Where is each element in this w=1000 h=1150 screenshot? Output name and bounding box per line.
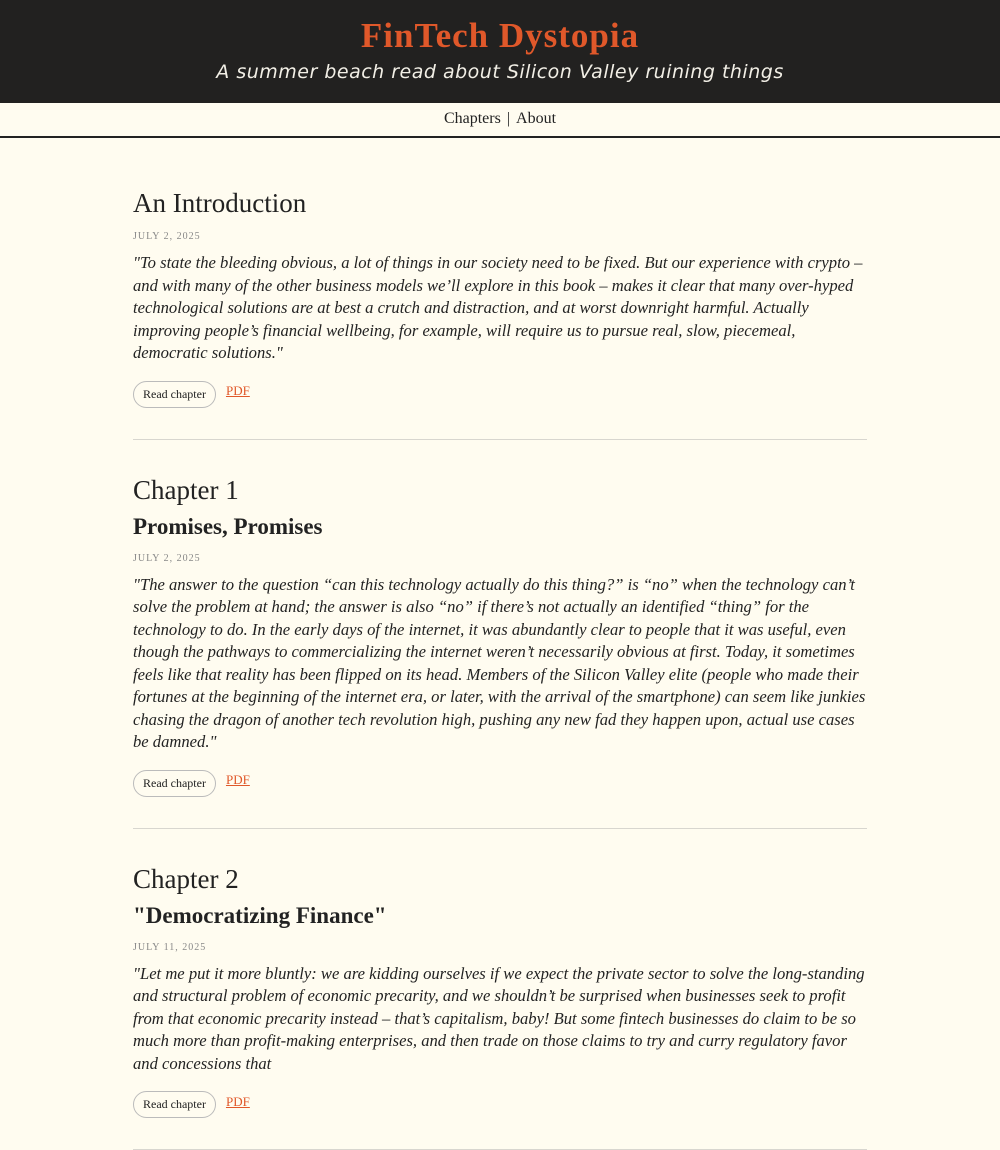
site-title[interactable]: FinTech Dystopia <box>0 16 1000 56</box>
site-subtitle: A summer beach read about Silicon Valley ruining things <box>0 59 1000 85</box>
chapter-list <box>133 138 867 1150</box>
entry-subtitle[interactable]: "Democratizing Finance" <box>133 900 867 932</box>
entry-quote: "Let me put it more bluntly: we are kidding ourselves if we expect the private sector to solve the long-standing and structural problem of economic precarity, and we shouldn’t be surprised when businesses seek to profit from that economic precarity instead – that’s capitalism, baby! But some fintech businesses do claim to be so much more than profit-making enterprises, and then trade on those claims to try and curry regulatory favor and concessions that <box>133 963 867 1076</box>
main-nav <box>0 103 1000 138</box>
nav-link-chapters[interactable]: Chapters <box>444 110 501 127</box>
pdf-link[interactable]: PDF <box>226 383 250 399</box>
chapter-entry-2 <box>133 861 867 1150</box>
chapter-entry-1 <box>133 472 867 829</box>
read-chapter-button[interactable]: Read chapter <box>133 1091 216 1118</box>
entry-heading[interactable]: Chapter 2 <box>133 861 867 897</box>
entry-actions <box>133 770 867 797</box>
nav-separator: | <box>507 110 510 127</box>
entry-date: JULY 2, 2025 <box>133 230 867 244</box>
entry-date: JULY 2, 2025 <box>133 552 867 566</box>
entry-subtitle[interactable]: Promises, Promises <box>133 511 867 543</box>
pdf-link[interactable]: PDF <box>226 772 250 788</box>
read-chapter-button[interactable]: Read chapter <box>133 770 216 797</box>
chapter-entry-introduction <box>133 185 867 440</box>
entry-actions <box>133 381 867 408</box>
entry-date: JULY 11, 2025 <box>133 941 867 955</box>
site-header <box>0 0 1000 103</box>
pdf-link[interactable]: PDF <box>226 1094 250 1110</box>
entry-quote: "The answer to the question “can this technology actually do this thing?” is “no” when the technology can’t solve the problem at hand; the answer is also “no” if there’s not actually an identified “thing” for the technology to do. In the early days of the internet, it was abundantly clear to people that it was useful, even though the pathways to commercializing the internet weren’t necessarily obvious at first. Today, it sometimes feels like that reality has been flipped on its head. Members of the Silicon Valley elite (people who made their fortunes at the beginning of the internet era, or later, with the arrival of the smartphone) can seem like junkies chasing the dragon of another tech revolution high, pushing any new fad they happen upon, actual use cases be damned." <box>133 574 867 754</box>
read-chapter-button[interactable]: Read chapter <box>133 381 216 408</box>
entry-heading[interactable]: An Introduction <box>133 185 867 221</box>
nav-link-about[interactable]: About <box>516 110 556 127</box>
entry-heading[interactable]: Chapter 1 <box>133 472 867 508</box>
entry-quote: "To state the bleeding obvious, a lot of things in our society need to be fixed. But our experience with crypto – and with many of the other business models we’ll explore in this book – makes it clear that many over-hyped technological solutions are at best a crutch and distraction, and at worst downright harmful. Actually improving people’s financial wellbeing, for example, will require us to pursue real, slow, piecemeal, democratic solutions." <box>133 252 867 365</box>
entry-actions <box>133 1091 867 1118</box>
